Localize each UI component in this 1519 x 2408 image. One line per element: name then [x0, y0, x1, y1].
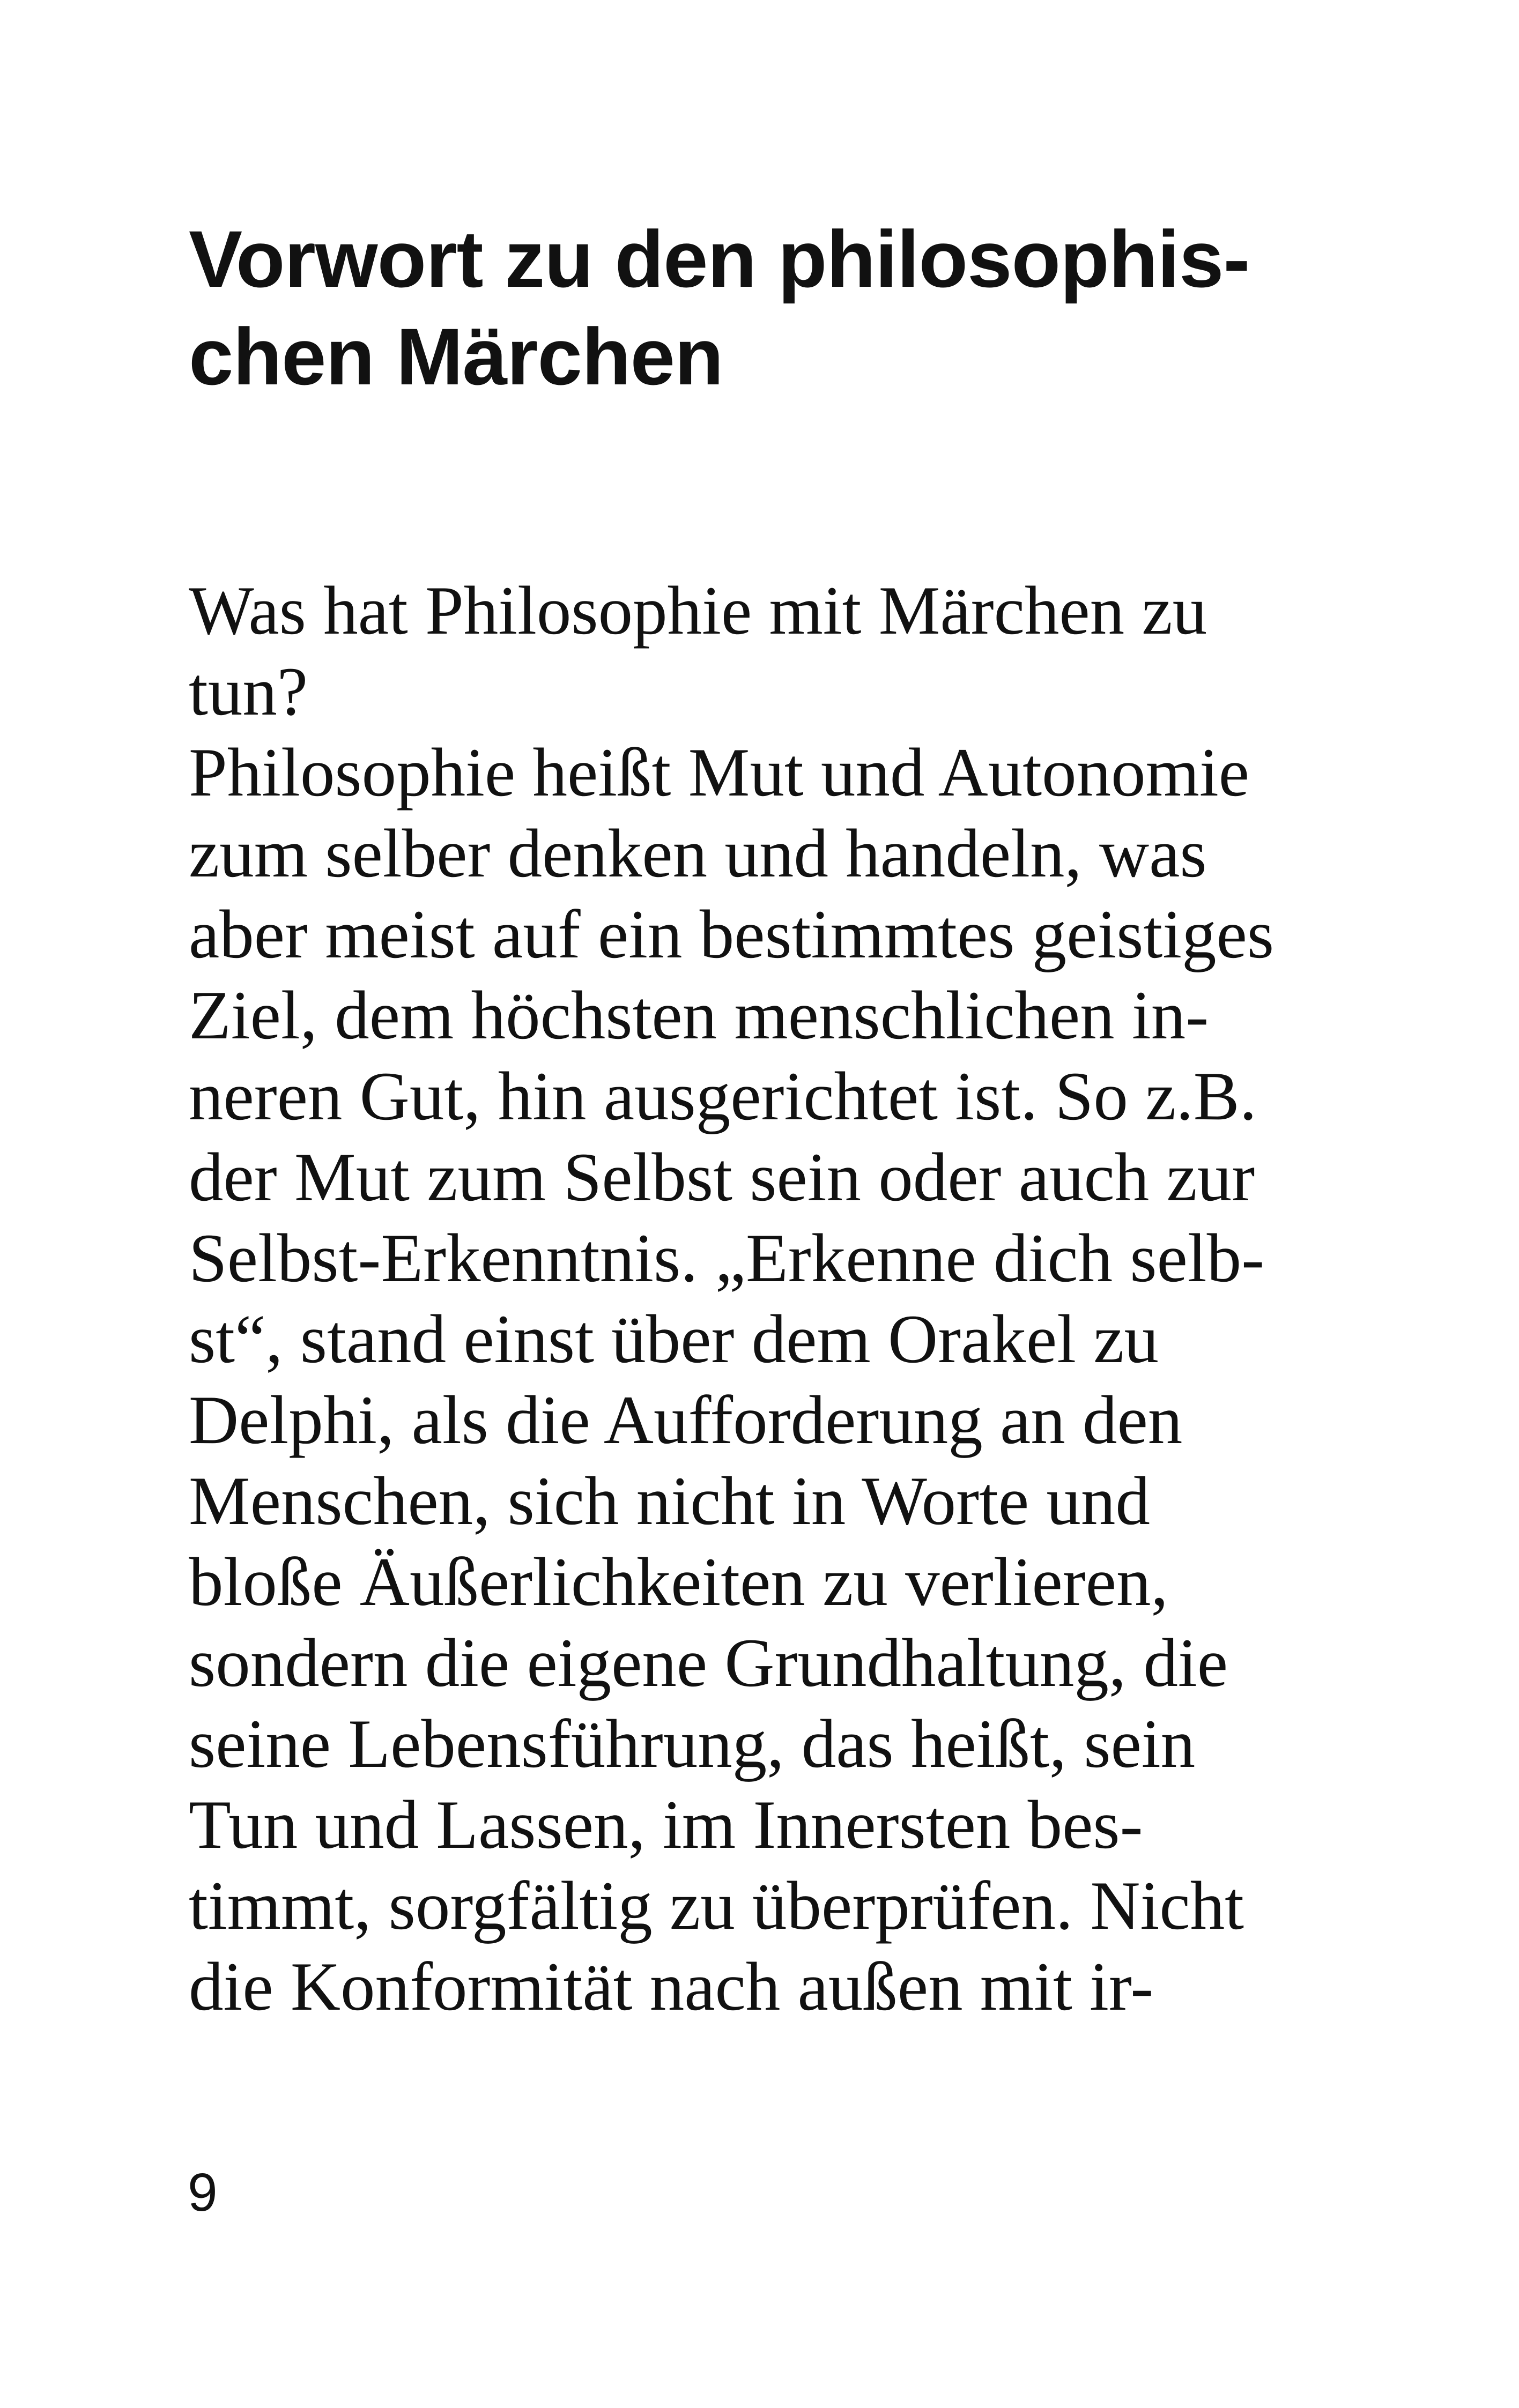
body-line: sondern die eigene Grundhaltung, die: [189, 1624, 1228, 1701]
body-line: Was hat Philosophie mit Märchen zu: [189, 572, 1207, 649]
body-line: Philosophie heißt Mut und Autonomie: [189, 734, 1250, 811]
body-line: zum selber denken und handeln, was: [189, 815, 1207, 891]
body-line: bloße Äußerlichkeiten zu verlieren,: [189, 1543, 1168, 1620]
heading-line: Vorwort zu den philosophis-: [189, 214, 1250, 304]
body-line: st“, stand einst über dem Orakel zu: [189, 1300, 1159, 1377]
body-line: timmt, sorgfältig zu überprüfen. Nicht: [189, 1867, 1244, 1944]
chapter-heading: [189, 210, 1368, 405]
body-line: Selbst-Erkenntnis. „Erkenne dich selb-: [189, 1220, 1265, 1296]
page-number: 9: [188, 2162, 218, 2223]
body-line: Ziel, dem höchsten menschlichen in-: [189, 977, 1209, 1053]
body-line: tun?: [189, 653, 308, 730]
body-paragraph: [189, 570, 1422, 2027]
body-line: seine Lebensführung, das heißt, sein: [189, 1705, 1196, 1782]
body-line: Tun und Lassen, im Innersten bes-: [189, 1786, 1143, 1863]
body-line: aber meist auf ein bestimmtes geistiges: [189, 896, 1275, 972]
body-line: Delphi, als die Aufforderung an den: [189, 1381, 1183, 1458]
body-line: der Mut zum Selbst sein oder auch zur: [189, 1139, 1255, 1215]
body-line: neren Gut, hin ausgerichtet ist. So z.B.: [189, 1058, 1257, 1134]
heading-line: chen Märchen: [189, 311, 723, 402]
body-line: Menschen, sich nicht in Worte und: [189, 1462, 1150, 1539]
body-line: die Konformität nach außen mit ir-: [189, 1948, 1154, 2025]
